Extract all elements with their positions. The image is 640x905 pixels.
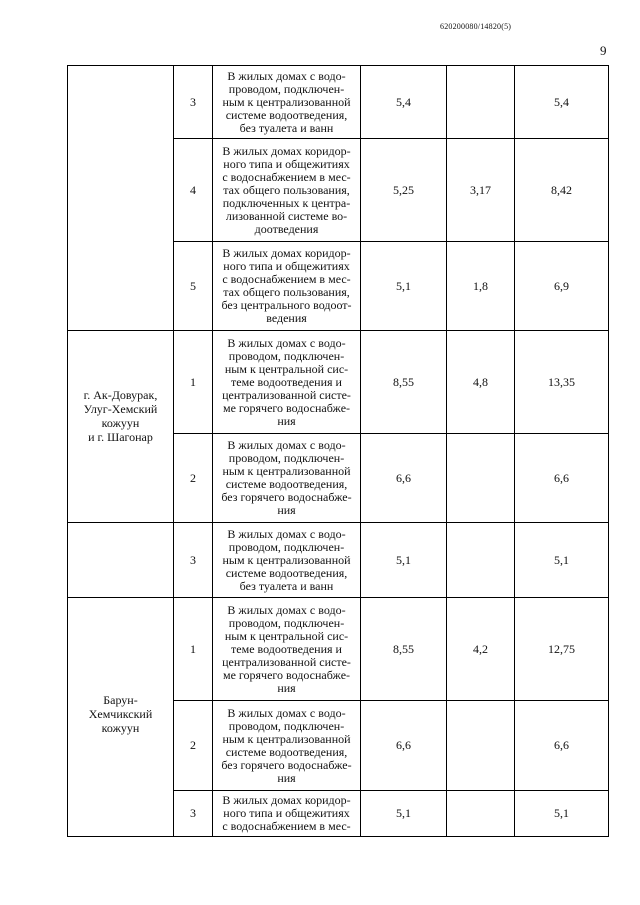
row-number: 2 bbox=[174, 434, 213, 523]
housing-description: В жилых домах с водо- проводом, подключен- ным к центральной сис- теме водоотведения и централизованной систе- ме горячего водоснабже- ния bbox=[213, 331, 361, 434]
housing-description: В жилых домах с водо- проводом, подключен- ным к централизованной системе водоотведения, без туалета и ванн bbox=[213, 66, 361, 139]
area-name: Барун- Хемчикский кожуун bbox=[68, 598, 174, 837]
hot-water-norm: 3,17 bbox=[447, 139, 515, 242]
row-number: 3 bbox=[174, 523, 213, 598]
total-norm: 5,4 bbox=[515, 66, 609, 139]
cold-water-norm: 8,55 bbox=[361, 598, 447, 701]
row-number: 3 bbox=[174, 791, 213, 837]
row-number: 4 bbox=[174, 139, 213, 242]
hot-water-norm: 1,8 bbox=[447, 242, 515, 331]
table-row bbox=[68, 66, 609, 139]
housing-description: В жилых домах коридор- ного типа и общежитиях с водоснабжением в мес- тах общего пользования, подключенных к центра- лизованной системе во- доотведения bbox=[213, 139, 361, 242]
table-row bbox=[68, 523, 609, 598]
row-number: 3 bbox=[174, 66, 213, 139]
row-number: 1 bbox=[174, 598, 213, 701]
area-cell-empty bbox=[68, 523, 174, 598]
hot-water-norm bbox=[447, 434, 515, 523]
hot-water-norm bbox=[447, 66, 515, 139]
total-norm: 6,6 bbox=[515, 434, 609, 523]
table-row bbox=[68, 331, 609, 434]
cold-water-norm: 5,1 bbox=[361, 791, 447, 837]
housing-description: В жилых домах с водо- проводом, подключен- ным к централизованной системе водоотведения, без туалета и ванн bbox=[213, 523, 361, 598]
hot-water-norm: 4,8 bbox=[447, 331, 515, 434]
water-norms-table bbox=[67, 65, 609, 837]
cold-water-norm: 6,6 bbox=[361, 701, 447, 791]
cold-water-norm: 5,25 bbox=[361, 139, 447, 242]
row-number: 1 bbox=[174, 331, 213, 434]
total-norm: 6,6 bbox=[515, 701, 609, 791]
cold-water-norm: 6,6 bbox=[361, 434, 447, 523]
area-name: г. Ак-Довурак, Улуг-Хемский кожуун и г. Шагонар bbox=[68, 331, 174, 523]
total-norm: 13,35 bbox=[515, 331, 609, 434]
housing-description: В жилых домах коридор- ного типа и общежитиях с водоснабжением в мес- bbox=[213, 791, 361, 837]
row-number: 2 bbox=[174, 701, 213, 791]
housing-description: В жилых домах с водо- проводом, подключен- ным к централизованной системе водоотведения, без горячего водоснабже- ния bbox=[213, 434, 361, 523]
housing-description: В жилых домах коридор- ного типа и общежитиях с водоснабжением в мес- тах общего пользования, без центрального водоот- ведения bbox=[213, 242, 361, 331]
hot-water-norm bbox=[447, 791, 515, 837]
total-norm: 5,1 bbox=[515, 791, 609, 837]
hot-water-norm bbox=[447, 701, 515, 791]
total-norm: 6,9 bbox=[515, 242, 609, 331]
cold-water-norm: 5,4 bbox=[361, 66, 447, 139]
cold-water-norm: 5,1 bbox=[361, 242, 447, 331]
cold-water-norm: 5,1 bbox=[361, 523, 447, 598]
total-norm: 5,1 bbox=[515, 523, 609, 598]
total-norm: 8,42 bbox=[515, 139, 609, 242]
page-number: 9 bbox=[600, 43, 607, 58]
housing-description: В жилых домах с водо- проводом, подключен- ным к центральной сис- теме водоотведения и централизованной систе- ме горячего водоснабже- ния bbox=[213, 598, 361, 701]
document-code: 620200080/14820(5) bbox=[440, 22, 512, 31]
housing-description: В жилых домах с водо- проводом, подключен- ным к централизованной системе водоотведения, без горячего водоснабже- ния bbox=[213, 701, 361, 791]
row-number: 5 bbox=[174, 242, 213, 331]
cold-water-norm: 8,55 bbox=[361, 331, 447, 434]
hot-water-norm bbox=[447, 523, 515, 598]
total-norm: 12,75 bbox=[515, 598, 609, 701]
area-cell-continued bbox=[68, 66, 174, 331]
table-row bbox=[68, 598, 609, 701]
hot-water-norm: 4,2 bbox=[447, 598, 515, 701]
